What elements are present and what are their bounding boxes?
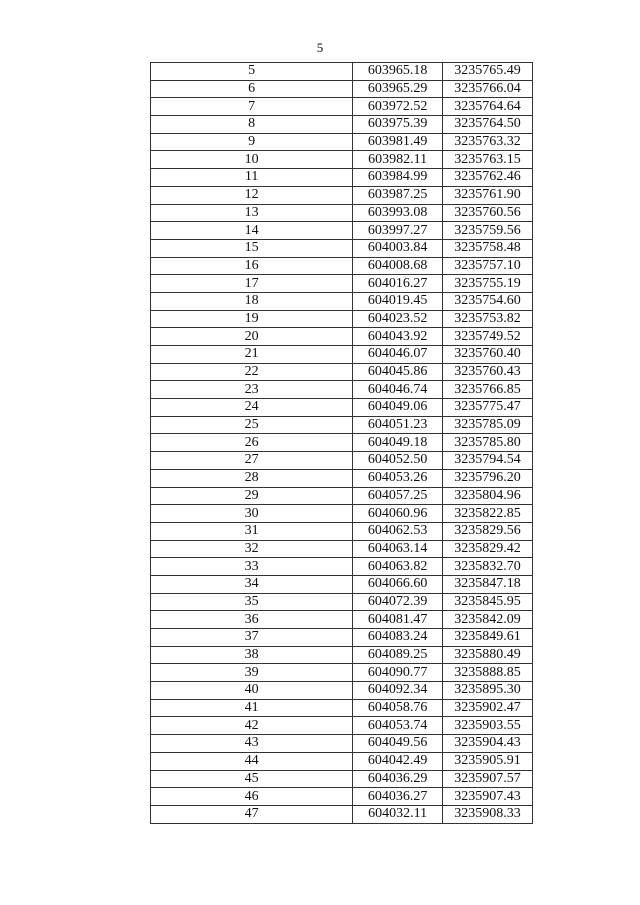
y-coordinate-cell: 3235763.32 [443,133,533,151]
y-coordinate-cell: 3235760.40 [443,346,533,364]
x-coordinate-cell: 604049.18 [353,434,443,452]
point-number-cell: 25 [151,416,353,434]
y-coordinate-cell: 3235760.56 [443,204,533,222]
table-row [151,487,533,505]
table-row [151,752,533,770]
x-coordinate-cell: 604081.47 [353,611,443,629]
table-row [151,699,533,717]
point-number-cell: 26 [151,434,353,452]
y-coordinate-cell: 3235804.96 [443,487,533,505]
y-coordinate-cell: 3235895.30 [443,682,533,700]
point-number-cell: 29 [151,487,353,505]
x-coordinate-cell: 604072.39 [353,593,443,611]
x-coordinate-cell: 604016.27 [353,275,443,293]
point-number-cell: 35 [151,593,353,611]
y-coordinate-cell: 3235794.54 [443,452,533,470]
y-coordinate-cell: 3235764.50 [443,116,533,134]
point-number-cell: 40 [151,682,353,700]
y-coordinate-cell: 3235762.46 [443,169,533,187]
point-number-cell: 5 [151,63,353,81]
table-row [151,522,533,540]
table-row [151,805,533,823]
table-row [151,80,533,98]
y-coordinate-cell: 3235785.80 [443,434,533,452]
page-number: 5 [316,40,324,55]
x-coordinate-cell: 604019.45 [353,292,443,310]
y-coordinate-cell: 3235905.91 [443,752,533,770]
x-coordinate-cell: 603981.49 [353,133,443,151]
table-row [151,310,533,328]
table-row [151,611,533,629]
point-number-cell: 23 [151,381,353,399]
y-coordinate-cell: 3235822.85 [443,505,533,523]
x-coordinate-cell: 604032.11 [353,805,443,823]
table-row [151,222,533,240]
point-number-cell: 42 [151,717,353,735]
x-coordinate-cell: 603965.18 [353,63,443,81]
y-coordinate-cell: 3235907.57 [443,770,533,788]
point-number-cell: 20 [151,328,353,346]
y-coordinate-cell: 3235904.43 [443,735,533,753]
y-coordinate-cell: 3235829.56 [443,522,533,540]
x-coordinate-cell: 604023.52 [353,310,443,328]
x-coordinate-cell: 604062.53 [353,522,443,540]
y-coordinate-cell: 3235888.85 [443,664,533,682]
x-coordinate-cell: 604060.96 [353,505,443,523]
y-coordinate-cell: 3235766.85 [443,381,533,399]
y-coordinate-cell: 3235765.49 [443,63,533,81]
x-coordinate-cell: 603972.52 [353,98,443,116]
x-coordinate-cell: 604083.24 [353,629,443,647]
y-coordinate-cell: 3235902.47 [443,699,533,717]
table-row [151,416,533,434]
x-coordinate-cell: 604045.86 [353,363,443,381]
table-row [151,558,533,576]
table-row [151,469,533,487]
point-number-cell: 28 [151,469,353,487]
table-row [151,381,533,399]
point-number-cell: 47 [151,805,353,823]
point-number-cell: 33 [151,558,353,576]
point-number-cell: 16 [151,257,353,275]
table-row [151,363,533,381]
table-row [151,239,533,257]
x-coordinate-cell: 604090.77 [353,664,443,682]
table-row [151,275,533,293]
point-number-cell: 12 [151,186,353,204]
y-coordinate-cell: 3235761.90 [443,186,533,204]
table-row [151,186,533,204]
point-number-cell: 34 [151,575,353,593]
x-coordinate-cell: 604049.56 [353,735,443,753]
point-number-cell: 27 [151,452,353,470]
point-number-cell: 30 [151,505,353,523]
point-number-cell: 36 [151,611,353,629]
y-coordinate-cell: 3235907.43 [443,788,533,806]
point-number-cell: 7 [151,98,353,116]
x-coordinate-cell: 604043.92 [353,328,443,346]
y-coordinate-cell: 3235903.55 [443,717,533,735]
x-coordinate-cell: 604063.82 [353,558,443,576]
point-number-cell: 19 [151,310,353,328]
x-coordinate-cell: 604051.23 [353,416,443,434]
y-coordinate-cell: 3235760.43 [443,363,533,381]
point-number-cell: 21 [151,346,353,364]
table-row [151,434,533,452]
x-coordinate-cell: 604046.74 [353,381,443,399]
x-coordinate-cell: 603997.27 [353,222,443,240]
table-row [151,346,533,364]
point-number-cell: 45 [151,770,353,788]
x-coordinate-cell: 603987.25 [353,186,443,204]
table-row [151,593,533,611]
y-coordinate-cell: 3235785.09 [443,416,533,434]
x-coordinate-cell: 604046.07 [353,346,443,364]
point-number-cell: 11 [151,169,353,187]
point-number-cell: 22 [151,363,353,381]
point-number-cell: 31 [151,522,353,540]
table-row [151,540,533,558]
x-coordinate-cell: 604089.25 [353,646,443,664]
table-row [151,646,533,664]
table-row [151,328,533,346]
table-row [151,629,533,647]
point-number-cell: 43 [151,735,353,753]
table-row [151,98,533,116]
table-row [151,452,533,470]
x-coordinate-cell: 604053.74 [353,717,443,735]
point-number-cell: 10 [151,151,353,169]
y-coordinate-cell: 3235775.47 [443,399,533,417]
point-number-cell: 39 [151,664,353,682]
x-coordinate-cell: 604036.27 [353,788,443,806]
y-coordinate-cell: 3235764.64 [443,98,533,116]
x-coordinate-cell: 604053.26 [353,469,443,487]
y-coordinate-cell: 3235908.33 [443,805,533,823]
x-coordinate-cell: 604008.68 [353,257,443,275]
x-coordinate-cell: 604003.84 [353,239,443,257]
coordinates-table-body [151,63,533,824]
x-coordinate-cell: 604049.06 [353,399,443,417]
point-number-cell: 38 [151,646,353,664]
point-number-cell: 46 [151,788,353,806]
x-coordinate-cell: 604058.76 [353,699,443,717]
table-row [151,505,533,523]
y-coordinate-cell: 3235829.42 [443,540,533,558]
table-row [151,292,533,310]
table-row [151,770,533,788]
table-row [151,116,533,134]
point-number-cell: 24 [151,399,353,417]
y-coordinate-cell: 3235755.19 [443,275,533,293]
point-number-cell: 41 [151,699,353,717]
table-row [151,682,533,700]
y-coordinate-cell: 3235759.56 [443,222,533,240]
x-coordinate-cell: 604042.49 [353,752,443,770]
x-coordinate-cell: 604066.60 [353,575,443,593]
x-coordinate-cell: 604052.50 [353,452,443,470]
table-row [151,204,533,222]
point-number-cell: 17 [151,275,353,293]
x-coordinate-cell: 603984.99 [353,169,443,187]
y-coordinate-cell: 3235845.95 [443,593,533,611]
table-row [151,63,533,81]
x-coordinate-cell: 604092.34 [353,682,443,700]
x-coordinate-cell: 603993.08 [353,204,443,222]
x-coordinate-cell: 603982.11 [353,151,443,169]
x-coordinate-cell: 604036.29 [353,770,443,788]
y-coordinate-cell: 3235766.04 [443,80,533,98]
table-row [151,133,533,151]
y-coordinate-cell: 3235796.20 [443,469,533,487]
y-coordinate-cell: 3235763.15 [443,151,533,169]
y-coordinate-cell: 3235749.52 [443,328,533,346]
x-coordinate-cell: 604057.25 [353,487,443,505]
point-number-cell: 9 [151,133,353,151]
y-coordinate-cell: 3235847.18 [443,575,533,593]
table-row [151,788,533,806]
y-coordinate-cell: 3235757.10 [443,257,533,275]
point-number-cell: 14 [151,222,353,240]
table-row [151,151,533,169]
point-number-cell: 37 [151,629,353,647]
table-row [151,169,533,187]
table-row [151,735,533,753]
point-number-cell: 15 [151,239,353,257]
table-row [151,399,533,417]
x-coordinate-cell: 603965.29 [353,80,443,98]
y-coordinate-cell: 3235849.61 [443,629,533,647]
point-number-cell: 6 [151,80,353,98]
table-row [151,575,533,593]
y-coordinate-cell: 3235832.70 [443,558,533,576]
y-coordinate-cell: 3235754.60 [443,292,533,310]
point-number-cell: 13 [151,204,353,222]
x-coordinate-cell: 604063.14 [353,540,443,558]
y-coordinate-cell: 3235842.09 [443,611,533,629]
table-row [151,257,533,275]
y-coordinate-cell: 3235753.82 [443,310,533,328]
point-number-cell: 32 [151,540,353,558]
point-number-cell: 18 [151,292,353,310]
y-coordinate-cell: 3235880.49 [443,646,533,664]
point-number-cell: 8 [151,116,353,134]
table-row [151,664,533,682]
y-coordinate-cell: 3235758.48 [443,239,533,257]
point-number-cell: 44 [151,752,353,770]
coordinates-table [150,62,533,824]
table-row [151,717,533,735]
x-coordinate-cell: 603975.39 [353,116,443,134]
